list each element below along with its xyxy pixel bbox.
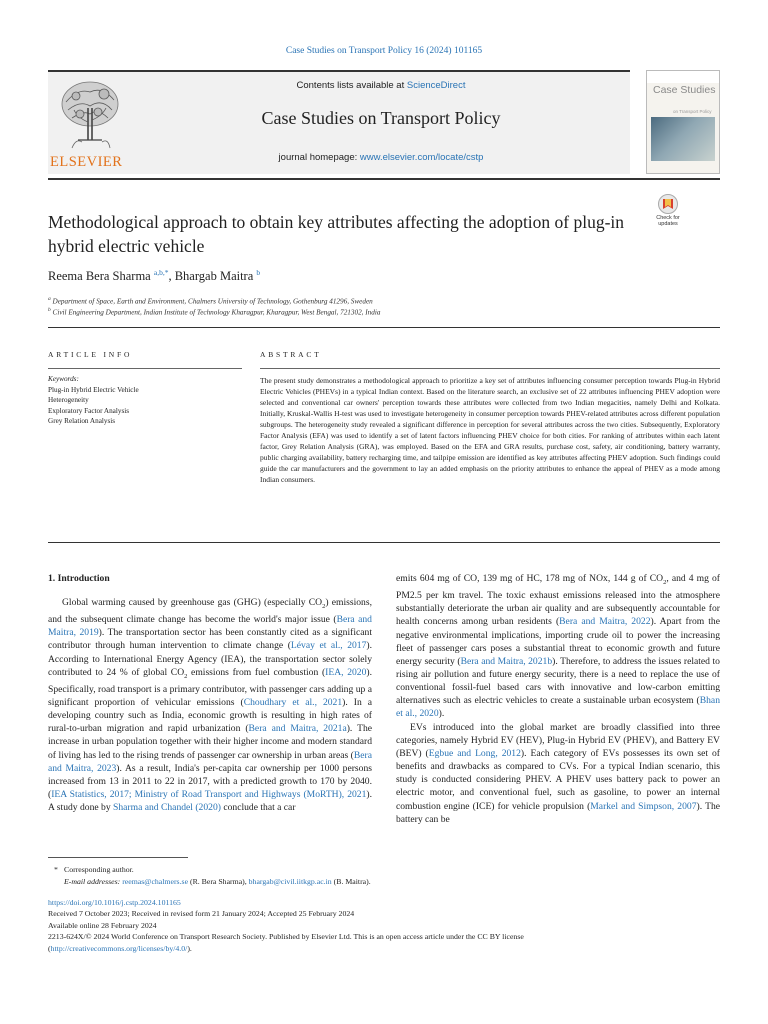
text-run: ). Apart from the negative environmental implications, importing crude oil to power the increasing fleet of passenger cars poses a substantial threat to economic growth and future energy security ( bbox=[396, 616, 720, 667]
cover-title bbox=[653, 85, 715, 96]
corresponding-author-text: Corresponding author. bbox=[64, 865, 134, 874]
author-affiliation-marker[interactable]: b bbox=[256, 268, 261, 277]
cover-image bbox=[651, 117, 715, 161]
footnote-marker: * bbox=[54, 865, 58, 874]
check-for-updates-button[interactable] bbox=[646, 193, 690, 235]
citation-link[interactable]: Bera and Maitra, 2021a bbox=[248, 723, 347, 735]
subscript: 2 bbox=[322, 602, 326, 610]
corresponding-author-note bbox=[48, 864, 720, 876]
abstract-rule bbox=[260, 368, 720, 369]
text-run: ). The transportation sector has been constantly cited as a significant contributor through human intervention to climate change ( bbox=[48, 627, 372, 652]
text-run: ). In a developing country such as India, economic growth is resulting in high rates of rural-to-urban migration and rapid urbanization ( bbox=[48, 696, 372, 735]
journal-cover[interactable] bbox=[646, 70, 720, 174]
text-run: emits 604 mg of CO, 139 mg of HC, 178 mg of NOx, 144 g of CO bbox=[396, 573, 664, 584]
citation-link[interactable]: Egbue and Long, 2012 bbox=[428, 747, 521, 759]
check-updates-icon bbox=[646, 193, 690, 215]
license-line bbox=[48, 943, 720, 954]
homepage-link[interactable]: www.elsevier.com/locate/cstp bbox=[359, 152, 484, 163]
author-name[interactable]: Bhargab Maitra bbox=[174, 269, 254, 284]
author-name[interactable]: Reema Bera Sharma bbox=[48, 269, 151, 284]
available-online: Available online 28 February 2024 bbox=[48, 920, 157, 930]
body-column-right bbox=[396, 572, 720, 826]
check-updates-line1: Check for bbox=[656, 215, 680, 221]
citation-link[interactable]: IEA, 2020 bbox=[325, 666, 367, 678]
citation-link[interactable]: Bhan et al., 2020 bbox=[396, 695, 720, 720]
text-run: ). A study done by bbox=[48, 789, 372, 814]
journal-title: Case Studies on Transport Policy bbox=[261, 108, 501, 128]
citation-link[interactable]: Choudhary et al., 2021 bbox=[243, 696, 343, 708]
license-link[interactable]: http://creativecommons.org/licenses/by/4.0/ bbox=[50, 943, 188, 953]
keyword-item: Exploratory Factor Analysis bbox=[48, 406, 130, 415]
author-affiliation-marker[interactable]: a,b,* bbox=[153, 268, 169, 277]
affiliation-b bbox=[48, 307, 380, 316]
affiliation-text: Civil Engineering Department, Indian Institute of Technology Kharagpur, Kharagpur, West Bengal, 721302, India bbox=[52, 308, 381, 317]
cover-subtitle: on Transport Policy bbox=[673, 109, 712, 114]
sciencedirect-link[interactable]: ScienceDirect bbox=[406, 80, 466, 91]
journal-masthead bbox=[48, 70, 630, 174]
article-info-rule bbox=[48, 368, 242, 369]
email-label: E-mail addresses: bbox=[64, 877, 123, 886]
text-run: ) emissions, and the subsequent climate change has become the world's major issue ( bbox=[48, 597, 372, 626]
text-run: ). Each category of EVs possesses its own set of benefits and drawbacks as compared to CVs. For a typical Indian scenario, this study is conducted considering PHEV. A PHEV uses battery pack to power an electric motor, and conventional fuel, such as gasoline, to power an internal combustion engine (ICE) for vehicle propulsion ( bbox=[396, 747, 720, 812]
text-run: , and 4 mg of PM2.5 per km travel. The toxic exhaust emissions released into the atmosphere substantially deteriorate the urban air quality and are subsequently accountable for health concerns among urban residents ( bbox=[396, 573, 720, 628]
publication-info bbox=[48, 897, 720, 954]
email-link[interactable]: reemas@chalmers.se bbox=[122, 877, 189, 886]
text-run: Global warming caused by greenhouse gas (GHG) (especially CO bbox=[62, 597, 323, 608]
copyright-line: 2213-624X/© 2024 World Conference on Transport Research Society. Published by Elsevier Ltd. This is an open access article under the CC BY license bbox=[48, 932, 524, 942]
subscript: 2 bbox=[184, 672, 188, 680]
citation-link[interactable]: Bera and Maitra, 2021b bbox=[460, 655, 553, 667]
citation-link[interactable]: Lévay et al., 2017 bbox=[290, 640, 367, 652]
text-run: ). The increase in urban population together with their higher income and modern standard of living has led to the rising trends of passenger car ownership in urban areas ( bbox=[48, 723, 373, 761]
homepage-line bbox=[132, 152, 630, 163]
citation-link[interactable]: Markel and Simpson, 2007 bbox=[590, 800, 697, 812]
body-rule bbox=[48, 542, 720, 543]
masthead-rule bbox=[48, 178, 720, 180]
affiliation-marker: a bbox=[48, 296, 51, 302]
section-heading-introduction: 1. Introduction bbox=[48, 573, 110, 584]
text-run: ). bbox=[187, 943, 192, 953]
text-run: ( bbox=[48, 943, 51, 953]
received-dates: Received 7 October 2023; Received in revised form 21 January 2024; Accepted 25 February 2024 bbox=[48, 909, 355, 919]
body-paragraph bbox=[396, 572, 720, 721]
contents-prefix: Contents lists available at bbox=[296, 80, 407, 91]
cover-title-line1: Case Studies bbox=[653, 84, 716, 96]
publisher-logo-text: ELSEVIER bbox=[50, 154, 123, 170]
doi-link[interactable]: https://doi.org/10.1016/j.cstp.2024.101165 bbox=[48, 898, 181, 907]
article-info-heading: ARTICLE INFO bbox=[48, 350, 133, 359]
keyword-item: Grey Relation Analysis bbox=[48, 417, 116, 425]
email-owner: (R. Bera Sharma), bbox=[188, 877, 249, 886]
affiliation-rule bbox=[48, 327, 720, 328]
text-run: conclude that a car bbox=[220, 802, 296, 814]
keywords-label: Keywords: bbox=[48, 375, 79, 383]
text-run: ). According to International Energy Agency (IEA), the transportation sector solely contributed to 24 % of global CO bbox=[48, 640, 372, 678]
text-run: ). bbox=[438, 708, 445, 720]
contents-line bbox=[132, 80, 630, 91]
email-addresses bbox=[48, 876, 720, 888]
article-title: Methodological approach to obtain key attributes affecting the adoption of plug-in hybrid electric vehicle bbox=[48, 212, 625, 256]
citation-link[interactable]: Bera and Maitra, 2023 bbox=[48, 749, 372, 774]
author-list bbox=[48, 268, 260, 284]
body-paragraph bbox=[396, 721, 720, 826]
keyword-item: Heterogeneity bbox=[48, 396, 89, 404]
affiliation-marker: b bbox=[48, 307, 51, 313]
text-run: emissions from fuel combustion ( bbox=[187, 666, 326, 678]
citation-link[interactable]: Bera and Maitra, 2022 bbox=[559, 616, 651, 628]
keyword-item: Plug-in Hybrid Electric Vehicle bbox=[48, 385, 139, 394]
affiliation-a bbox=[48, 296, 373, 305]
email-link[interactable]: bhargab@civil.iitkgp.ac.in bbox=[248, 877, 332, 886]
elsevier-logo[interactable] bbox=[48, 76, 132, 170]
footnote-rule bbox=[48, 857, 188, 858]
subscript: 2 bbox=[663, 578, 667, 586]
text-run: EVs introduced into the global market are broadly classified into three categories, namely Hybrid EV (HEV), Plug-in Hybrid EV (PHEV), and Battery EV (BEV) ( bbox=[396, 721, 720, 759]
body-paragraph bbox=[48, 596, 372, 814]
abstract-text: The present study demonstrates a methodological approach to prioritize a key set of attributes influencing consumer perception towards Plug-in Hybrid Electric Vehicles (PHEVs) in a typical Indian context. Based on the literature search, an exclusive set of 22 attributes influencing PHEV adoption were selected and conventional car owners' perception towards these attributes were collected from two Indian megacities, namely Delhi and Kolkata. Initially, Kruskal-Wallis H-test was used to investigate heterogeneity in consumer perception towards PHEV-related attributes across different population subgroups. The heterogeneity study revealed a significant difference in perception for several attributes across the two cities. Subsequently, Exploratory Factor Analysis (EFA) was used to identify a set of latent factors influencing PHEV choice for both cities. For ranking of attributes within each latent factor, Grey Relation Analysis (GRA), was employed. Based on the EFA and GRA results, purchase cost, safety, air conditioning, battery warranty, public charging availability, battery recharging time, and tailpipe emission are identified as key attributes affecting PHEV adoption. Such findings could guide the car manufacturers and the government to lay an added emphasis on the priority attributes to enhance the appeal of PHEV as a mode among Indian consumers. bbox=[260, 376, 720, 484]
body-column-left bbox=[48, 596, 372, 814]
footnotes bbox=[48, 864, 720, 888]
author-separator: , bbox=[168, 269, 175, 284]
homepage-prefix: journal homepage: bbox=[278, 152, 360, 163]
text-run: ). Therefore, to address the issues related to rising air pollution and future energy security, there is a need to replace the use of conventional fossil-fuel based cars with innovative and low-carbon emitting alternatives such as electric vehicles to create a sustainable urban ecosystem ( bbox=[396, 655, 720, 707]
check-updates-line2: updates bbox=[658, 221, 678, 227]
email-owner: (B. Maitra). bbox=[331, 877, 371, 886]
text-run: ). The battery can be bbox=[396, 800, 720, 825]
cover-header bbox=[647, 71, 719, 83]
citation-link[interactable]: IEA Statistics, 2017; Ministry of Road Transport and Highways (MoRTH), 2021 bbox=[51, 789, 367, 800]
keywords-block bbox=[48, 374, 139, 427]
text-run: ). As a result, India's per-capita car ownership per 1000 persons increased from 13 in 2011 to 22 in 2017, with a predicted growth to 170 by 2040. ( bbox=[48, 762, 372, 800]
citation-link[interactable]: Bera and Maitra, 2019 bbox=[48, 614, 372, 639]
abstract-heading: ABSTRACT bbox=[260, 350, 322, 359]
text-run: ). Specifically, road transport is a primary contributor, with passenger cars adding up a significant proportion of vehicular emissions ( bbox=[48, 666, 372, 708]
citation-link[interactable]: Sharma and Chandel (2020) bbox=[113, 802, 221, 814]
affiliation-text: Department of Space, Earth and Environment, Chalmers University of Technology, Gothenburg 41296, Sweden bbox=[52, 297, 373, 306]
check-updates-label bbox=[646, 215, 690, 227]
journal-reference[interactable]: Case Studies on Transport Policy 16 (2024) 101165 bbox=[285, 46, 483, 56]
elsevier-tree-icon bbox=[58, 78, 122, 152]
